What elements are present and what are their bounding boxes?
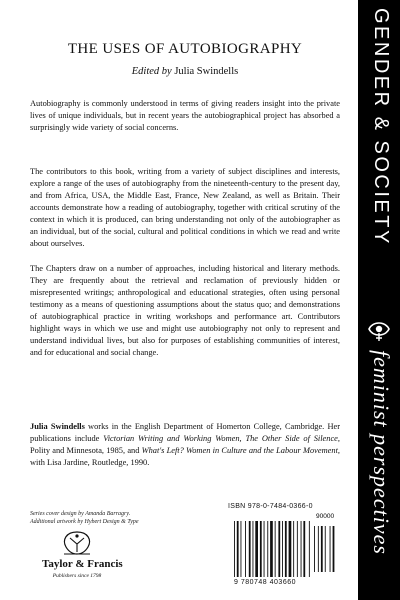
bio-text-2: , Polity and Minnesota, 1985, and [30,434,340,455]
barcode-addon-bar [318,526,319,572]
book-title: THE USES OF AUTOBIOGRAPHY [67,41,303,57]
barcode-addon: 90000 [316,513,335,520]
isbn-label: ISBN 978-0-7484-0366-0 [228,503,313,510]
editor-line [30,66,340,77]
bio-work-1: Victorian Writing and Working Women, The Other Side of Silence [103,434,338,443]
barcode-bar [255,521,258,577]
barcode-icon [226,512,344,582]
publisher-since: Publishers since 1798 [52,573,102,579]
author-name: Julia Swindells [30,422,85,431]
editor-name: Julia Swindells [174,66,239,77]
credit-line-1: Series cover design by Amanda Barragry. [30,511,131,517]
barcode-bar [234,521,235,577]
barcode-bar [264,521,265,577]
bio-text-3: , with Lisa Jardine, Routledge, 1990. [30,446,340,467]
barcode-bar [245,521,246,577]
barcode-block [226,503,344,589]
barcode-bar [270,521,273,577]
barcode-bar [289,521,292,577]
barcode-bar [253,521,254,577]
barcode-bar [267,521,268,577]
bio-text-1: works in the English Department of Homerton College, Cambridge. Her publications include [30,422,340,443]
barcode-digits: 9 780748 403660 [234,579,296,586]
bio-work-2: What's Left? Women in Culture and the Labour Movement [141,446,338,455]
barcode-bar [275,521,276,577]
barcode-addon-bar [330,526,331,572]
barcode-bar [297,521,298,577]
barcode-bar [285,521,287,577]
barcode-bar [301,521,302,577]
barcode-bar [309,521,310,577]
blurb-paragraph-1: Autobiography is commonly understood in terms of giving readers insight into the private lives of unique individuals, but in recent years the autobiographical project has absorbed a surprisingly wide variety of social concerns. [30,99,340,132]
publisher-name: Taylor & Francis [42,558,123,570]
barcode-bar [260,521,262,577]
eye-icon [367,316,391,342]
barcode-addon-bar [325,526,326,572]
editor-prefix: Edited by [131,66,172,77]
series-name-bottom-wrap [358,350,400,600]
blurb-paragraph-3: The Chapters draw on a number of approaches, including historical and literary methods. They are frequently about the retrieval and reclamation of previously hidden or misrepresented writings; anthropological and educational strategies, often using personal testimony as a means of questioning assumptions about the status quo; and demonstrations of autobiographical practice in writing workshops and performance art. Contributors highlight ways in which we use and might use autobiography not only to represent and understand individual lives, but also for purposes of establishing communities of interest, and for educational and social change. [30,264,340,357]
publisher-emblem-icon [42,530,112,558]
barcode-bar [282,521,283,577]
barcode-bar [303,521,305,577]
series-name-top: GENDER & SOCIETY [370,8,392,246]
barcode-addon-bar [333,526,335,572]
barcode-bar [241,521,242,577]
barcode-bar [237,521,239,577]
blurb-paragraph-2: The contributors to this book, writing from a variety of subject disciplines and interests, explore a range of the uses of autobiography from the nineteenth-century to the present day, and from Africa, USA, the Middle East, France, New Zealand, as well as Britain. Their accounts demonstrate how a reading of autobiography, together with critical scrutiny of the context in which it is produced, can bring understanding not only of the autobiographer as an individual, but of the social, cultural and political conditions in which we read and write about ourselves. [30,167,340,248]
series-spine [358,0,400,600]
barcode-bar [278,521,280,577]
barcode-addon-bar [321,526,323,572]
series-name-bottom: feminist perspectives [369,350,394,555]
publisher-logo [42,530,123,590]
author-bio [30,421,340,469]
barcode-bar [293,521,294,577]
barcode-bar [249,521,251,577]
design-credits [30,511,180,526]
series-name-top-wrap [358,8,400,308]
credit-line-2: Additional artwork by Hybert Design & Type [30,518,139,525]
barcode-addon-bar [314,526,315,572]
